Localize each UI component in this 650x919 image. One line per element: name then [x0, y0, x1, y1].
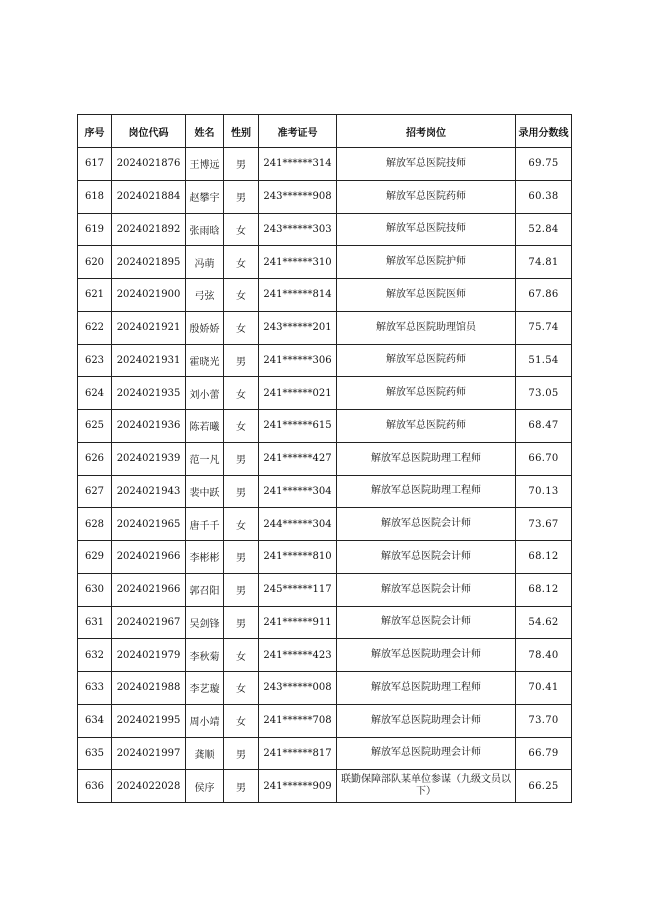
- header-gender: 性别: [224, 115, 259, 148]
- seq-cell: 619: [78, 213, 112, 246]
- table-row: [78, 770, 572, 803]
- table-row: [78, 180, 572, 213]
- post-code-cell: 2024021900: [112, 279, 186, 312]
- name-cell: 殷娇娇: [186, 311, 224, 344]
- exam-id-cell: 241******304: [259, 475, 337, 508]
- score-cell: 75.74: [516, 311, 572, 344]
- gender-cell: 男: [224, 737, 259, 770]
- post-code-cell: 2024021988: [112, 672, 186, 705]
- score-cell: 68.12: [516, 573, 572, 606]
- post-cell: 联勤保障部队某单位参谋（九级文员以下）: [337, 770, 516, 803]
- table-row: [78, 246, 572, 279]
- gender-cell: 男: [224, 541, 259, 574]
- name-cell: 周小靖: [186, 704, 224, 737]
- gender-cell: 女: [224, 246, 259, 279]
- header-row: [78, 115, 572, 148]
- name-cell: 赵攀宇: [186, 180, 224, 213]
- post-code-cell: 2024021979: [112, 639, 186, 672]
- score-cell: 69.75: [516, 148, 572, 181]
- exam-id-cell: 241******306: [259, 344, 337, 377]
- exam-id-cell: 241******310: [259, 246, 337, 279]
- gender-cell: 女: [224, 213, 259, 246]
- gender-cell: 男: [224, 770, 259, 803]
- post-code-cell: 2024021967: [112, 606, 186, 639]
- seq-cell: 633: [78, 672, 112, 705]
- name-cell: 李秋菊: [186, 639, 224, 672]
- post-cell: 解放军总医院会计师: [337, 508, 516, 541]
- exam-id-cell: 241******423: [259, 639, 337, 672]
- score-cell: 66.25: [516, 770, 572, 803]
- exam-id-cell: 241******911: [259, 606, 337, 639]
- post-code-cell: 2024021966: [112, 541, 186, 574]
- seq-cell: 634: [78, 704, 112, 737]
- post-cell: 解放军总医院会计师: [337, 573, 516, 606]
- table-row: [78, 442, 572, 475]
- table-row: [78, 704, 572, 737]
- score-cell: 51.54: [516, 344, 572, 377]
- name-cell: 裴中跃: [186, 475, 224, 508]
- name-cell: 冯萌: [186, 246, 224, 279]
- score-cell: 66.79: [516, 737, 572, 770]
- exam-id-cell: 244******304: [259, 508, 337, 541]
- seq-cell: 618: [78, 180, 112, 213]
- name-cell: 李艺璇: [186, 672, 224, 705]
- table-row: [78, 148, 572, 181]
- header-post-code: 岗位代码: [112, 115, 186, 148]
- name-cell: 霍晓光: [186, 344, 224, 377]
- table-row: [78, 737, 572, 770]
- seq-cell: 629: [78, 541, 112, 574]
- post-cell: 解放军总医院会计师: [337, 541, 516, 574]
- post-code-cell: 2024021876: [112, 148, 186, 181]
- post-cell: 解放军总医院医师: [337, 279, 516, 312]
- name-cell: 陈若曦: [186, 410, 224, 443]
- post-code-cell: 2024021936: [112, 410, 186, 443]
- score-cell: 73.05: [516, 377, 572, 410]
- post-code-cell: 2024021884: [112, 180, 186, 213]
- seq-cell: 631: [78, 606, 112, 639]
- header-name: 姓名: [186, 115, 224, 148]
- header-post: 招考岗位: [337, 115, 516, 148]
- gender-cell: 男: [224, 180, 259, 213]
- score-cell: 74.81: [516, 246, 572, 279]
- name-cell: 弓弦: [186, 279, 224, 312]
- seq-cell: 630: [78, 573, 112, 606]
- name-cell: 张雨晗: [186, 213, 224, 246]
- table-row: [78, 508, 572, 541]
- exam-id-cell: 243******008: [259, 672, 337, 705]
- post-cell: 解放军总医院药师: [337, 377, 516, 410]
- seq-cell: 623: [78, 344, 112, 377]
- score-cell: 70.41: [516, 672, 572, 705]
- post-cell: 解放军总医院护师: [337, 246, 516, 279]
- seq-cell: 636: [78, 770, 112, 803]
- gender-cell: 男: [224, 344, 259, 377]
- exam-id-cell: 243******908: [259, 180, 337, 213]
- post-code-cell: 2024021931: [112, 344, 186, 377]
- admission-table: [77, 114, 572, 803]
- post-code-cell: 2024021895: [112, 246, 186, 279]
- score-cell: 73.67: [516, 508, 572, 541]
- exam-id-cell: 241******427: [259, 442, 337, 475]
- score-cell: 68.47: [516, 410, 572, 443]
- post-cell: 解放军总医院技师: [337, 148, 516, 181]
- gender-cell: 男: [224, 442, 259, 475]
- gender-cell: 女: [224, 410, 259, 443]
- table-row: [78, 573, 572, 606]
- score-cell: 60.38: [516, 180, 572, 213]
- gender-cell: 男: [224, 606, 259, 639]
- table-row: [78, 672, 572, 705]
- header-score: 录用分数线: [516, 115, 572, 148]
- name-cell: 龚顺: [186, 737, 224, 770]
- post-cell: 解放军总医院助理工程师: [337, 672, 516, 705]
- gender-cell: 女: [224, 279, 259, 312]
- seq-cell: 624: [78, 377, 112, 410]
- score-cell: 66.70: [516, 442, 572, 475]
- name-cell: 吴剑锋: [186, 606, 224, 639]
- table-row: [78, 311, 572, 344]
- score-cell: 78.40: [516, 639, 572, 672]
- seq-cell: 625: [78, 410, 112, 443]
- post-code-cell: 2024021939: [112, 442, 186, 475]
- table-row: [78, 639, 572, 672]
- post-cell: 解放军总医院会计师: [337, 606, 516, 639]
- post-code-cell: 2024021995: [112, 704, 186, 737]
- seq-cell: 635: [78, 737, 112, 770]
- post-cell: 解放军总医院助理工程师: [337, 442, 516, 475]
- post-cell: 解放军总医院助理工程师: [337, 475, 516, 508]
- gender-cell: 男: [224, 148, 259, 181]
- table-row: [78, 410, 572, 443]
- gender-cell: 女: [224, 377, 259, 410]
- post-cell: 解放军总医院药师: [337, 180, 516, 213]
- table-row: [78, 344, 572, 377]
- seq-cell: 622: [78, 311, 112, 344]
- seq-cell: 626: [78, 442, 112, 475]
- name-cell: 侯序: [186, 770, 224, 803]
- post-cell: 解放军总医院药师: [337, 344, 516, 377]
- post-code-cell: 2024021935: [112, 377, 186, 410]
- table-row: [78, 377, 572, 410]
- exam-id-cell: 241******314: [259, 148, 337, 181]
- seq-cell: 620: [78, 246, 112, 279]
- table-row: [78, 279, 572, 312]
- exam-id-cell: 243******303: [259, 213, 337, 246]
- name-cell: 郭召阳: [186, 573, 224, 606]
- post-cell: 解放军总医院助理馆员: [337, 311, 516, 344]
- table-row: [78, 213, 572, 246]
- post-code-cell: 2024021997: [112, 737, 186, 770]
- exam-id-cell: 245******117: [259, 573, 337, 606]
- post-code-cell: 2024022028: [112, 770, 186, 803]
- seq-cell: 628: [78, 508, 112, 541]
- post-code-cell: 2024021892: [112, 213, 186, 246]
- header-exam-id: 准考证号: [259, 115, 337, 148]
- table-row: [78, 475, 572, 508]
- post-code-cell: 2024021965: [112, 508, 186, 541]
- post-cell: 解放军总医院助理会计师: [337, 639, 516, 672]
- name-cell: 范一凡: [186, 442, 224, 475]
- table-row: [78, 606, 572, 639]
- seq-cell: 632: [78, 639, 112, 672]
- exam-id-cell: 241******817: [259, 737, 337, 770]
- post-code-cell: 2024021921: [112, 311, 186, 344]
- exam-id-cell: 241******615: [259, 410, 337, 443]
- exam-id-cell: 241******708: [259, 704, 337, 737]
- exam-id-cell: 241******021: [259, 377, 337, 410]
- gender-cell: 女: [224, 672, 259, 705]
- score-cell: 73.70: [516, 704, 572, 737]
- gender-cell: 女: [224, 704, 259, 737]
- exam-id-cell: 241******814: [259, 279, 337, 312]
- post-code-cell: 2024021943: [112, 475, 186, 508]
- score-cell: 67.86: [516, 279, 572, 312]
- post-cell: 解放军总医院技师: [337, 213, 516, 246]
- post-cell: 解放军总医院药师: [337, 410, 516, 443]
- post-cell: 解放军总医院助理会计师: [337, 737, 516, 770]
- exam-id-cell: 241******909: [259, 770, 337, 803]
- gender-cell: 女: [224, 311, 259, 344]
- post-cell: 解放军总医院助理会计师: [337, 704, 516, 737]
- name-cell: 刘小蕾: [186, 377, 224, 410]
- header-seq: 序号: [78, 115, 112, 148]
- name-cell: 李彬彬: [186, 541, 224, 574]
- exam-id-cell: 243******201: [259, 311, 337, 344]
- exam-id-cell: 241******810: [259, 541, 337, 574]
- gender-cell: 男: [224, 573, 259, 606]
- score-cell: 68.12: [516, 541, 572, 574]
- score-cell: 54.62: [516, 606, 572, 639]
- name-cell: 王博远: [186, 148, 224, 181]
- table-row: [78, 541, 572, 574]
- seq-cell: 617: [78, 148, 112, 181]
- gender-cell: 男: [224, 475, 259, 508]
- seq-cell: 621: [78, 279, 112, 312]
- gender-cell: 女: [224, 639, 259, 672]
- gender-cell: 女: [224, 508, 259, 541]
- seq-cell: 627: [78, 475, 112, 508]
- score-cell: 52.84: [516, 213, 572, 246]
- score-cell: 70.13: [516, 475, 572, 508]
- name-cell: 唐千千: [186, 508, 224, 541]
- post-code-cell: 2024021966: [112, 573, 186, 606]
